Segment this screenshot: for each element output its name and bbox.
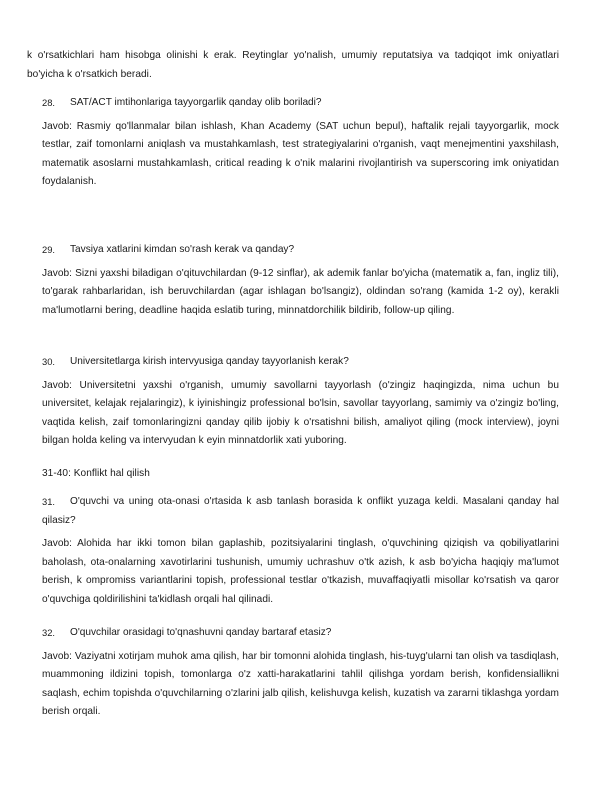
answer-32: Javob: Vaziyatni xotirjam muhok ama qilish, har bir tomonni alohida tinglash, his-tuyg'ularni tan olish va tasdiqlash, muammoning ildizini topish, tomonlarga o'z xatti-harakatlarini tahlil qilishga yordam berish, konfidensiallikni saqlash, echim topishda o'quvchilarning o'zlarini jalb qilish, kelishuvga kelish, kuzatish va zararni tiklashga yordam berish orqali. bbox=[42, 650, 559, 718]
intro-paragraph bbox=[27, 47, 559, 84]
question-31 bbox=[42, 493, 559, 530]
item-31 bbox=[42, 493, 559, 610]
question-text: Tavsiya xatlarini kimdan so'rash kerak va qanday? bbox=[70, 244, 295, 255]
item-30 bbox=[42, 353, 559, 451]
question-text: O'quvchi va uning ota-onasi o'rtasida k asb tanlash borasida k onflikt yuzaga keldi. Masalani qanday hal qilasiz? bbox=[42, 496, 559, 526]
question-29 bbox=[42, 241, 559, 260]
section-heading: 31-40: Konflikt hal qilish bbox=[42, 468, 150, 479]
answer-29: Javob: Sizni yaxshi biladigan o'qituvchilardan (9-12 sinflar), ak ademik fanlar bo'yicha (matematik a, fan, ingliz tili), to'garak rahbarlaridan, ish beruvchilardan (agar ishlagan bo'lsangiz), oldindan so'rang (kamida 1-2 oy), kerakli ma'lumotlarni bering, deadline haqida eslatib turing, minnatdorchilik bildirib, follow-up qiling. bbox=[42, 267, 559, 316]
answer-28: Javob: Rasmiy qo'llanmalar bilan ishlash, Khan Academy (SAT uchun bepul), haftalik rejali tayyorgarlik, mock testlar, zaif tomonlarni aniqlash va mustahkamlash, test strategiyalarini o'rganish, vaqt menejmentini yaxshilash, matematik asoslarni mustahkamlash, critical reading k o'nik malarini rivojlantirish va superscoring imk oniyatidan foydalanish. bbox=[42, 120, 559, 188]
answer-31: Javob: Alohida har ikki tomon bilan gaplashib, pozitsiyalarini tinglash, o'quvchining qiziqish va qobiliyatlarini baholash, ota-onalarning xavotirlarini tushunish, umumiy uchrashuv o'tk azish, k asb bo'yicha haqiqiy ma'lumot berish, k ompromiss variantlarini topish, professional testlar o'tkazish, muvaffaqiyatli misollar ko'rsatish va qaror o'quvchiga qoldirilishini ta'kidlash orqali hal qilinadi. bbox=[42, 538, 559, 605]
answer-30: Javob: Universitetni yaxshi o'rganish, umumiy savollarni tayyorlash (o'zingiz haqingizda, nima uchun bu universitet, kelajak rejalaringiz), k iyinishingiz professional bo'lsin, savollar tayyorlang, samimiy va o'zingiz bo'ling, vaqtida kelish, zaif tomonlaringizni qanday qilib ijobiy k o'rsatishni bilish, amaliyot qiling (mock interview), joyni bilgan holda keling va intervyudan k eyin minnatdorlik xati yuboring. bbox=[42, 379, 559, 447]
item-29 bbox=[42, 241, 559, 320]
question-number: 32. bbox=[42, 627, 56, 638]
intro-text: k o'rsatkichlari ham hisobga olinishi k erak. Reytinglar yo'nalish, umumiy reputatsiya va tadqiqot imk oniyatlari bo'yicha k o'rsatkich beradi. bbox=[27, 50, 559, 80]
question-number: 29. bbox=[42, 244, 56, 255]
question-32 bbox=[42, 624, 559, 643]
question-text: Universitetlarga kirish intervyusiga qanday tayyorlanish kerak? bbox=[70, 356, 349, 367]
question-number: 31. bbox=[42, 496, 56, 507]
question-number: 30. bbox=[42, 356, 56, 367]
item-28 bbox=[42, 94, 559, 192]
question-text: O'quvchilar orasidagi to'qnashuvni qanday bartaraf etasiz? bbox=[70, 627, 332, 638]
question-number: 28. bbox=[42, 97, 56, 108]
question-28 bbox=[42, 94, 559, 113]
question-text: SAT/ACT imtihonlariga tayyorgarlik qanday olib boriladi? bbox=[70, 97, 322, 108]
question-30 bbox=[42, 353, 559, 372]
section-heading-block bbox=[42, 465, 559, 484]
item-32 bbox=[42, 624, 559, 722]
